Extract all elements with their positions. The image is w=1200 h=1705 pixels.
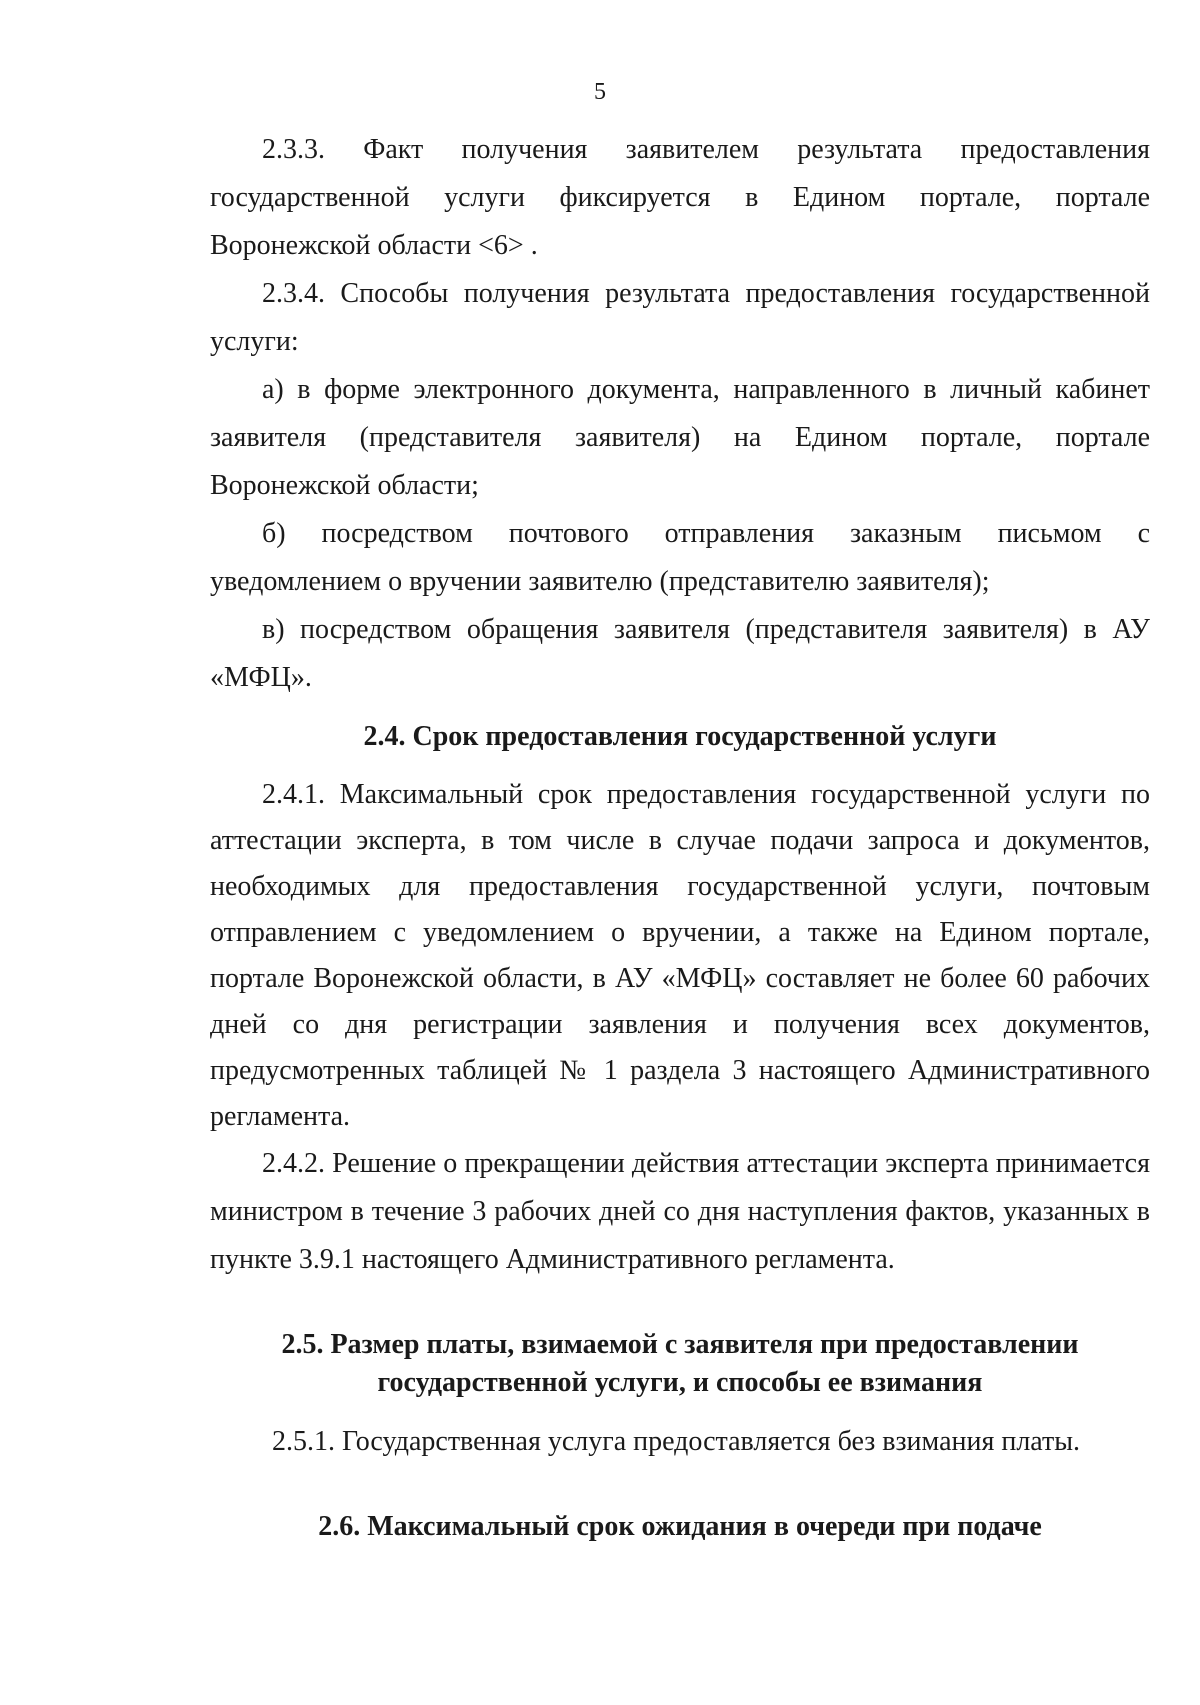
paragraph-2-3-3: 2.3.3. Факт получения заявителем результата предоставления государственной услуги фиксируется в Едином портале, портале Воронежской области <6> . xyxy=(210,134,1150,261)
paragraph-2-5-1: 2.5.1. Государственная услуга предоставляется без взимания платы. xyxy=(272,1426,1081,1457)
list-item-b: б) посредством почтового отправления заказным письмом с уведомлением о вручении заявителю (представителю заявителя); xyxy=(210,518,1150,597)
section-heading-2-5-line-1: 2.5. Размер платы, взимаемой с заявителя при предоставлении xyxy=(281,1329,1079,1360)
section-heading-2-5-line-2: государственной услуги, и способы ее взимания xyxy=(377,1367,983,1398)
paragraph-2-4-2: 2.4.2. Решение о прекращении действия аттестации эксперта принимается министром в течение 3 рабочих дней со дня наступления фактов, указанных в пункте 3.9.1 настоящего Административного регламента. xyxy=(210,1148,1150,1275)
paragraph-2-4-1: 2.4.1. Максимальный срок предоставления государственной услуги по аттестации эксперта, в том числе в случае подачи запроса и документов, необходимых для предоставления государственной услуги, почтовым отправлением с уведомлением о вручении, а также на Едином портале, портале Воронежской области, в АУ «МФЦ» составляет не более 60 рабочих дней со дня регистрации заявления и получения всех документов, предусмотренных таблицей № 1 раздела 3 настоящего Административного регламента. xyxy=(210,779,1150,1132)
paragraph-2-3-4: 2.3.4. Способы получения результата предоставления государственной услуги: xyxy=(210,278,1150,357)
page-number: 5 xyxy=(594,79,606,105)
section-heading-2-6: 2.6. Максимальный срок ожидания в очереди при подаче xyxy=(318,1511,1042,1542)
section-heading-2-4: 2.4. Срок предоставления государственной услуги xyxy=(363,721,997,752)
page-content xyxy=(210,126,1150,1546)
section-heading-2-5 xyxy=(210,1326,1150,1402)
list-item-v: в) посредством обращения заявителя (представителя заявителя) в АУ «МФЦ». xyxy=(210,614,1150,693)
list-item-a: а) в форме электронного документа, направленного в личный кабинет заявителя (представителя заявителя) на Едином портале, портале Воронежской области; xyxy=(210,374,1150,501)
